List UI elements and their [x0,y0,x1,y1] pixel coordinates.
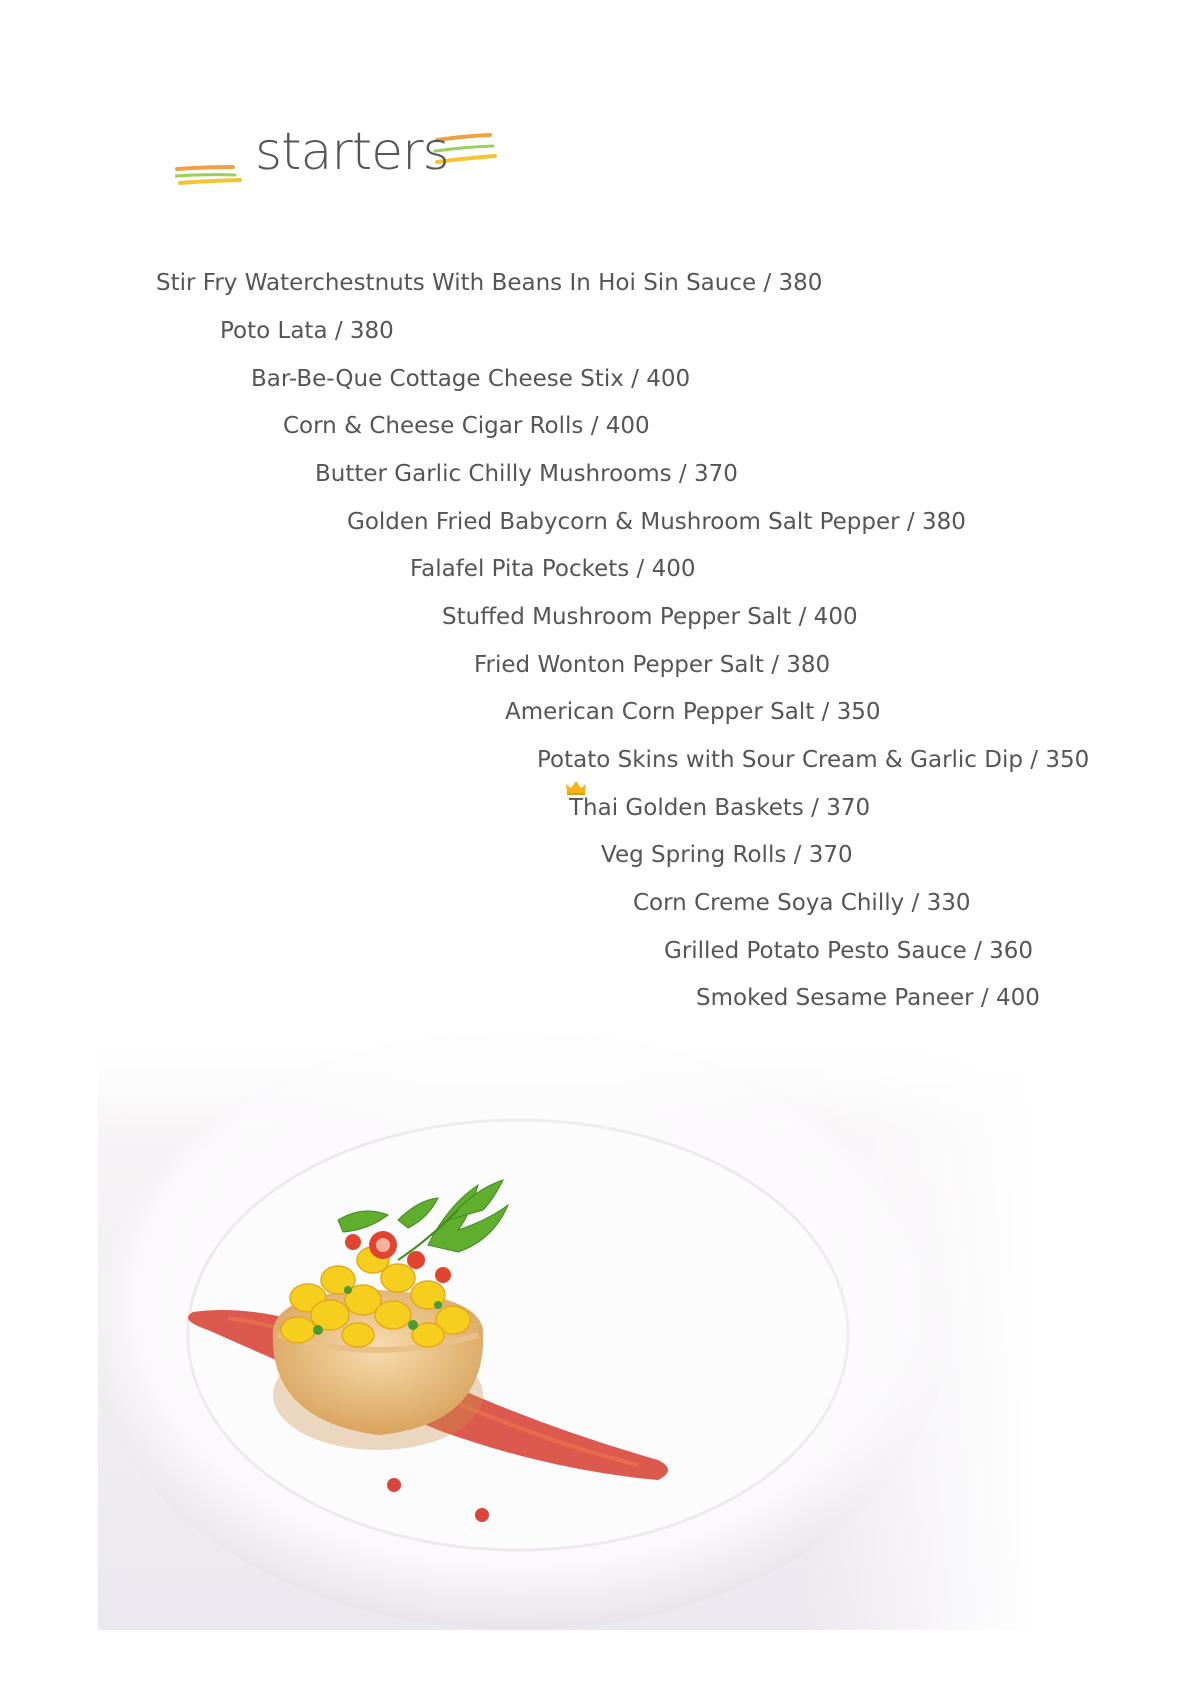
heading-title: starters [255,122,449,182]
menu-item: Bar-Be-Que Cottage Cheese Stix / 400 [251,366,691,392]
menu-item: Stir Fry Waterchestnuts With Beans In Hoi Sin Sauce / 380 [156,270,823,296]
menu-item: Butter Garlic Chilly Mushrooms / 370 [315,461,738,487]
menu-item: Golden Fried Babycorn & Mushroom Salt Pepper / 380 [347,509,966,535]
menu-item: Thai Golden Baskets / 370 [569,795,871,821]
menu-item: Stuffed Mushroom Pepper Salt / 400 [442,604,858,630]
plated-starter-illustration [98,1030,1038,1630]
crown-icon [565,780,587,796]
menu-item: Corn Creme Soya Chilly / 330 [633,890,971,916]
menu-item: Grilled Potato Pesto Sauce / 360 [664,938,1034,964]
menu-item: American Corn Pepper Salt / 350 [505,699,881,725]
menu-item: Corn & Cheese Cigar Rolls / 400 [283,413,650,439]
menu-item: Potato Skins with Sour Cream & Garlic Dip / 350 [537,747,1090,773]
food-photo [98,1030,1038,1630]
menu-item: Falafel Pita Pockets / 400 [410,556,696,582]
section-heading [175,120,505,200]
menu-item: Poto Lata / 380 [220,318,394,344]
menu-item: Fried Wonton Pepper Salt / 380 [474,652,831,678]
menu-item: Veg Spring Rolls / 370 [601,842,853,868]
menu-item: Smoked Sesame Paneer / 400 [696,985,1040,1011]
